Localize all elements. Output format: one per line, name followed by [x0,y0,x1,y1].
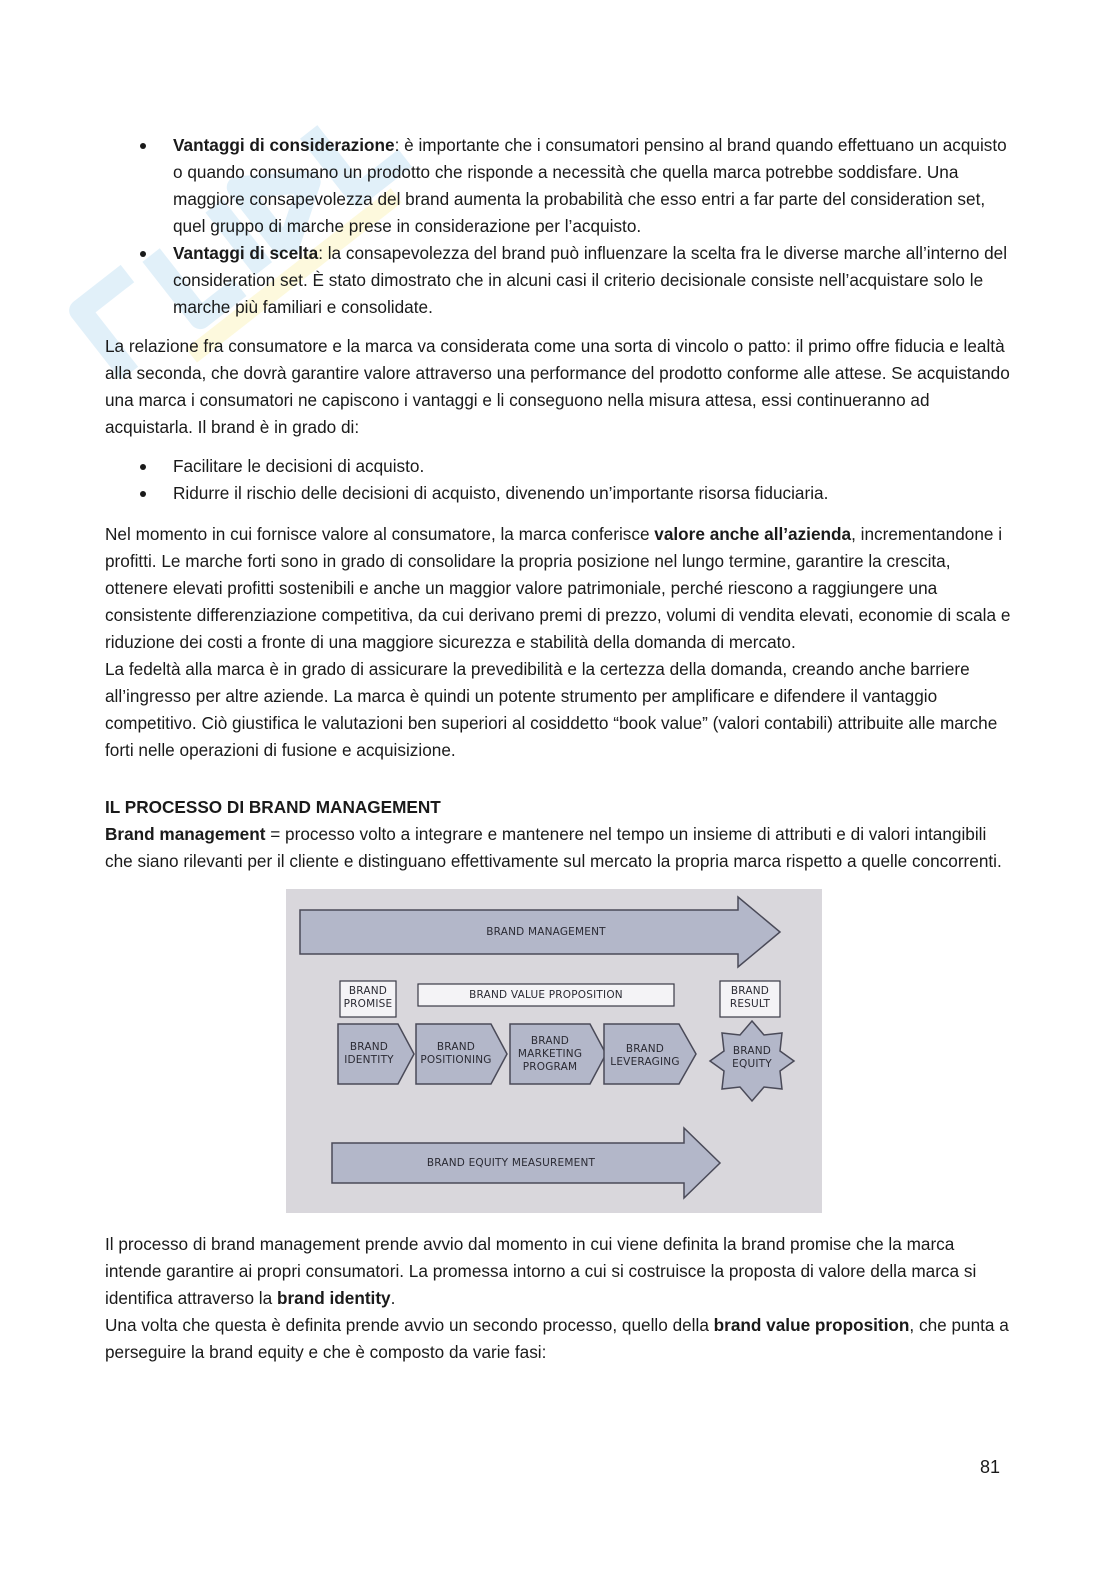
definition-term: Brand management [105,824,266,844]
bullet-icon [140,491,146,497]
promise-label: BRAND PROMISE [343,985,393,1010]
list-item [105,453,1015,480]
advantages-list [105,132,1015,321]
step4-label: BRAND LEVERAGING [610,1043,680,1068]
paragraph-company-value: Nel momento in cui fornisce valore al consumatore, la marca conferisce valore anche all’azienda, incrementandone i profitti. Le marche forti sono in grado di consolidare la propria posizione nel lungo termine, garantire la crescita, ottenere elevati profitti sostenibili e anche un maggior valore patrimoniale, perché riescono a raggiungere una consistente differenziazione competitiva, da cui derivano premi di prezzo, volumi di vendita elevati, economie di scala e riduzione dei costi a fronte di una maggiore sicurezza e stabilità della domanda di mercato. [105,524,1011,652]
list-item [105,132,1015,240]
paragraph-relationship: La relazione fra consumatore e la marca va considerata come una sorta di vincolo o patto: il primo offre fiducia e lealtà alla seconda, che dovrà garantire valore attraverso una performance del prodotto conforme alle attese. Se acquistando una marca i consumatori ne capiscono i vantaggi e li conseguono nella misura attesa, essi continueranno ad acquistarla. Il brand è in grado di: [105,336,1010,437]
page-number: 81 [980,1457,1001,1477]
bullet-icon [140,464,146,470]
bold-phrase: brand value proposition [713,1315,910,1335]
bullet-text: : è importante che i consumatori pensino al brand quando effettuano un acquisto o quando consumano un prodotto che risponde a necessità che quella marca potrebbe soddisfare. Una maggiore consapevolezza del brand aumenta la probabilità che esso entri a far parte del consideration set, quel gruppo di marche prese in considerazione per l’acquisto. [173,135,1007,236]
value-proposition-label: BRAND VALUE PROPOSITION [469,989,623,1001]
step2-label: BRAND POSITIONING [420,1041,492,1066]
bullet-text: Ridurre il rischio delle decisioni di acquisto, divenendo un’importante risorsa fiduciaria. [173,483,829,503]
list-item [105,240,1015,321]
bullet-text: : la consapevolezza del brand può influenzare la scelta fra le diverse marche all’interno del consideration set. È stato dimostrato che in alcuni casi il criterio decisionale consiste nell’acquistare solo le marche più familiari e consolidate. [173,243,1008,317]
paragraph-loyalty: La fedeltà alla marca è in grado di assicurare la prevedibilità e la certezza della domanda, creando anche barriere all’ingresso per altre aziende. La marca è quindi un potente strumento per amplificare e difendere il vantaggio competitivo. Ciò giustifica le valutazioni ben superiori al cosiddetto “book value” (valori contabili) attribuite alle marche forti nelle operazioni di fusione e acquisizione. [105,659,998,760]
paragraph-process-start: Il processo di brand management prende avvio dal momento in cui viene definita la brand promise che la marca intende garantire ai propri consumatori. La promessa intorno a cui si costruisce la proposta di valore della marca si identifica attraverso la brand identity. [105,1234,977,1308]
equity-label: BRAND EQUITY [732,1045,772,1070]
step1-label: BRAND IDENTITY [344,1041,394,1066]
paragraph-value-proposition: Una volta che questa è definita prende avvio un secondo processo, quello della brand value proposition, che punta a perseguire la brand equity e che è composto da varie fasi: [105,1315,1009,1362]
top-arrow-label: BRAND MANAGEMENT [486,926,606,938]
bullet-bold-term: Vantaggi di scelta [173,243,319,263]
bullet-icon [140,143,146,149]
bullet-icon [140,251,146,257]
step3-label: BRAND MARKETING PROGRAM [517,1035,583,1073]
brand-capabilities-list [105,453,1015,507]
brand-management-diagram [286,889,822,1213]
bullet-text: Facilitare le decisioni di acquisto. [173,456,425,476]
result-label: BRAND RESULT [729,985,771,1010]
list-item [105,480,1015,507]
bottom-arrow-label: BRAND EQUITY MEASUREMENT [426,1157,596,1169]
bullet-bold-term: Vantaggi di considerazione [173,135,395,155]
paragraph-definition: Brand management = processo volto a integrare e mantenere nel tempo un insieme di attributi e di valori intangibili che siano rilevanti per il cliente e distinguano effettivamente sul mercato la propria marca rispetto a quelle concorrenti. [105,824,1002,871]
document-body [105,132,1015,1366]
section-heading: IL PROCESSO DI BRAND MANAGEMENT [105,797,441,817]
bold-phrase: brand identity [276,1288,391,1308]
bold-phrase: valore anche all’azienda [654,524,852,544]
